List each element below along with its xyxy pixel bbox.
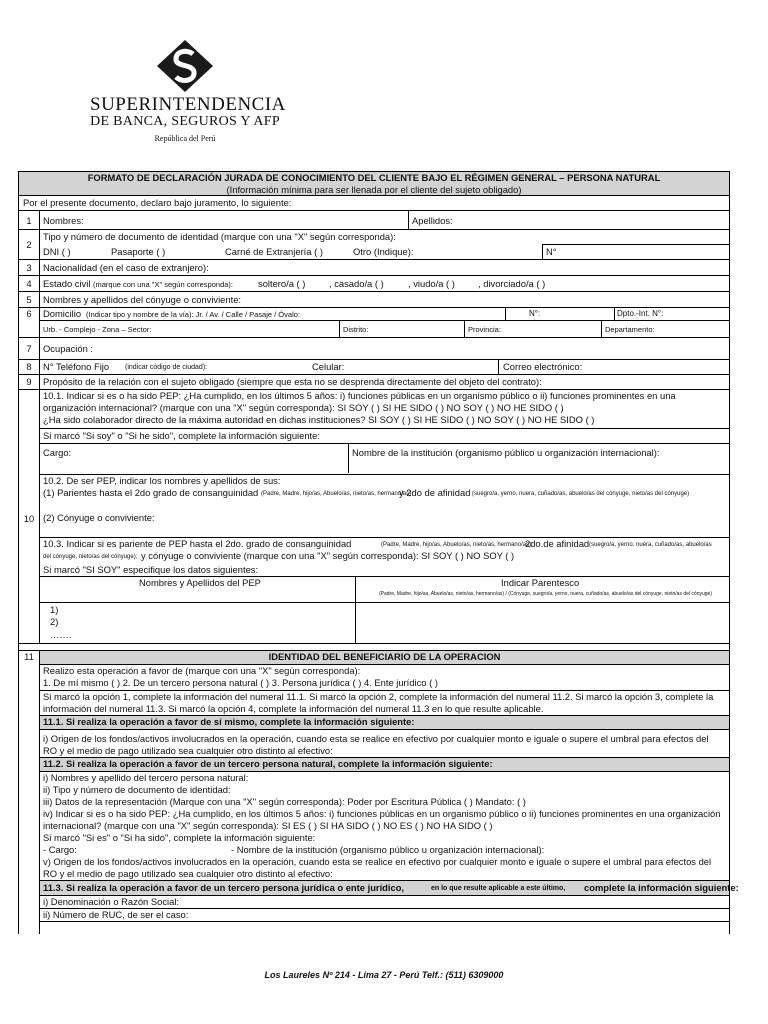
pep-10-3-question: 10.3. Indicar si es pariente de PEP hasta el 2do. grado de consanguinidad — [43, 538, 352, 549]
row-7 — [19, 338, 729, 360]
ocupacion-field[interactable]: Ocupación : — [43, 343, 94, 354]
row-10 — [19, 390, 729, 644]
sbs-logo — [90, 40, 286, 150]
row-number: 8 — [26, 361, 32, 372]
telefono-hint: (indicar código de ciudad): — [125, 364, 208, 371]
pep-complete-note: Si marcó "Si soy" o "Si he sido", complete la información siguiente: — [43, 430, 320, 441]
pep-cargo-field[interactable]: Cargo: — [43, 447, 72, 458]
dni-option[interactable]: DNI ( ) — [43, 246, 71, 257]
origen-fondos-11-1-cont: RO y el medio de pago utilizado sea cualquier otro distinto al efectivo: — [43, 745, 333, 756]
intro-row — [19, 196, 729, 211]
pep-10-3-consanguinidad-hint: (Padre, Madre, hijo/as, Abuelo/as, nieto/as, hermano/as); — [381, 542, 533, 548]
document-number-field[interactable]: N° — [546, 246, 557, 257]
razon-social-field[interactable]: i) Denominación o Razón Social: — [43, 896, 180, 907]
form-title-row — [19, 172, 729, 196]
domicilio-number-field[interactable]: N°: — [529, 309, 541, 318]
parientes-afinidad-label: y 2do de afinidad — [399, 487, 471, 498]
pep-10-1-options[interactable]: organización internacional? (marque con una "X" según corresponda): SI SOY ( ) SI HE SIDO ( ) NO SOY ( ) NO HE SIDO ( ) — [43, 402, 564, 413]
row-6 — [19, 308, 729, 338]
row-5 — [19, 292, 729, 308]
row-3 — [19, 260, 729, 276]
row-8 — [19, 360, 729, 375]
representacion-options[interactable]: iii) Datos de la representación (Marque con una "X" según corresponda): Poder por Escritura Pública ( ) Mandato: ( ) — [43, 796, 526, 807]
tercero-documento-field[interactable]: ii) Tipo y número de documento de identidad: — [43, 784, 231, 795]
beneficiario-title: IDENTIDAD DEL BENEFICIARIO DE LA OPERACION — [268, 651, 501, 662]
pep-colaborador-options[interactable]: ¿Ha sido colaborador directo de la máxima autoridad en dichas instituciones? SI SOY ( ) SI HE SIDO ( ) NO SOY ( ) NO HE SIDO ( ) — [43, 414, 595, 425]
section-11-3-subtitle: en lo que resulte aplicable a este último, — [431, 885, 566, 892]
org-subtitle: DE BANCA, SEGUROS Y AFP — [90, 114, 280, 129]
org-name: SUPERINTENDENCIA — [90, 94, 286, 115]
distrito-field[interactable]: Distrito: — [343, 325, 369, 334]
divorciado-option[interactable]: , divorciado/a ( ) — [478, 278, 546, 289]
pep-table-item-1[interactable]: 1) — [50, 604, 59, 615]
row-number: 1 — [26, 215, 32, 226]
tercero-pep-question: iv) Indicar si es o ha sido PEP: ¿Ha cumplido, en los últimos 5 años: i) funciones públicas en un organismo público o ii) funciones prominentes en una organización — [43, 808, 721, 819]
pep-institucion-field[interactable]: Nombre de la institución (organismo público u organización internacional): — [352, 447, 660, 458]
row-number: 3 — [26, 262, 32, 273]
beneficiario-instructions-1: Si marcó la opción 1, complete la información del numeral 11.1. Si marcó la opción 2, complete la información del numeral 11.2. Si marcó la opción 3, complete la — [43, 691, 714, 702]
urb-field[interactable]: Urb. - Complejo - Zona – Sector: — [43, 325, 152, 334]
origen-fondos-11-2-cont: RO y el medio de pago utilizado sea cualquier otro distinto al efectivo: — [43, 868, 333, 879]
conyuge-field[interactable]: Nombres y apellidos del cónyuge o conviviente: — [43, 294, 242, 305]
carne-option[interactable]: Carné de Extranjería ( ) — [225, 246, 323, 257]
sbs-emblem-icon — [157, 40, 213, 92]
org-country: República del Perú — [154, 134, 216, 143]
row-number: 10 — [23, 513, 35, 524]
spacer-row — [19, 644, 729, 651]
document-type-label: Tipo y número de documento de identidad (marque con una "X" según corresponda): — [43, 231, 396, 242]
intro-text: Por el presente documento, declaro bajo juramento, lo siguiente: — [23, 197, 292, 208]
form-subtitle: (Información mínima para ser llenada por el cliente del sujeto obligado) — [226, 183, 522, 195]
origen-fondos-11-1[interactable]: i) Origen de los fondos/activos involucrados en la operación, cuando esta se realice en efectivo por cualquier monto e iguale o supere el umbral para efectos del — [43, 733, 709, 744]
section-11-3-title-end: complete la información siguiente: — [584, 882, 739, 893]
tercero-institucion-field[interactable]: - Nombre de la institución (organismo público u organización internacional): — [231, 844, 545, 855]
section-11-1-header — [40, 715, 729, 730]
apellidos-field[interactable]: Apellidos: — [412, 215, 453, 226]
row-11 — [19, 651, 739, 934]
row-number: 7 — [26, 343, 32, 354]
pep-table-item-more: ……. — [50, 629, 72, 640]
provincia-field[interactable]: Provincia: — [468, 325, 501, 334]
beneficiario-options[interactable]: 1. De mí mismo ( ) 2. De un tercero persona natural ( ) 3. Persona jurídica ( ) 4. Ente jurídico ( ) — [43, 677, 438, 688]
row-number: 5 — [26, 294, 32, 305]
pep-10-3-note: Si marcó "SI SOY" especifique los datos siguientes: — [43, 564, 259, 575]
pep-table-col-parentesco: Indicar Parentesco — [501, 577, 580, 588]
parientes-afinidad-hint: (suegro/a, yerno, nuera, cuñado/as, abuelo/as del cónyuge, nieto/as del cónyuge) — [472, 491, 690, 497]
pep-10-3-conyuge-hint: del cónyuge, nieto/as del cónyuge); — [43, 554, 138, 560]
proposito-field[interactable]: Propósito de la relación con el sujeto obligado (siempre que esta no se desprenda directamente del objeto del contrato): — [43, 376, 542, 387]
pep-10-3-afinidad-label: 2do.de afinidad — [525, 538, 590, 549]
pasaporte-option[interactable]: Pasaporte ( ) — [111, 246, 166, 257]
casado-option[interactable]: , casado/a ( ) — [329, 278, 384, 289]
pep-table-item-2[interactable]: 2) — [50, 616, 59, 627]
nacionalidad-field[interactable]: Nacionalidad (en el caso de extranjero): — [43, 262, 209, 273]
section-11-2-title: 11.2. Si realiza la operación a favor de un tercero persona natural, complete la información siguiente: — [43, 758, 493, 769]
soltero-option[interactable]: soltero/a ( ) — [258, 278, 306, 289]
tercero-cargo-field[interactable]: - Cargo: — [43, 844, 77, 855]
domicilio-hint[interactable]: (Indicar tipo y nombre de la vía): Jr. / Av. / Calle / Pasaje / Óvalo: — [86, 310, 300, 319]
ruc-field[interactable]: ii) Número de RUC, de ser el caso: — [43, 909, 189, 920]
departamento-field[interactable]: Departamento: — [605, 325, 655, 334]
parientes-consanguinidad-hint: (Padre, Madre, hijo/as, Abuelo/as, nieto/as, hermano/as) — [261, 491, 412, 497]
section-11-1-title: 11.1. Si realiza la operación a favor de sí mismo, complete la información siguiente: — [43, 716, 415, 727]
pep-10-3-afinidad-hint: (suegro/a, yerno, nuera, cuñado/as, abuelo/as — [589, 542, 712, 548]
row-4 — [19, 276, 729, 292]
row-number: 9 — [26, 376, 32, 387]
tercero-nombres-field[interactable]: i) Nombres y apellido del tercero persona natural: — [43, 772, 249, 783]
declaration-form — [18, 171, 739, 934]
dpto-field[interactable]: Dpto.-Int. N°: — [617, 309, 664, 318]
conyuge-pep-field[interactable]: (2) Cónyuge o conviviente: — [43, 512, 155, 523]
celular-field[interactable]: Celular: — [312, 361, 345, 372]
telefono-label[interactable]: N° Teléfono Fijo — [43, 361, 110, 372]
row-number: 4 — [26, 278, 32, 289]
otro-option[interactable]: Otro (Indique): — [353, 246, 414, 257]
tercero-pep-options[interactable]: internacional? (marque con una "X" según corresponda): SI ES ( ) SI HA SIDO ( ) NO ES ( ) NO HA SIDO ( ) — [43, 820, 493, 831]
origen-fondos-11-2[interactable]: v) Origen de los fondos/activos involucrados en la operación, cuando esta se realice en efectivo por cualquier monto e iguale o supere el umbral para efectos del — [43, 856, 712, 867]
estado-civil-label: Estado civil — [43, 278, 91, 289]
nombres-field[interactable]: Nombres: — [43, 215, 84, 226]
row-1 — [19, 211, 729, 230]
viudo-option[interactable]: , viudo/a ( ) — [408, 278, 455, 289]
domicilio-label: Domicilio — [43, 308, 82, 319]
footer-address: Los Laureles Nº 214 - Lima 27 - Perú Telf.: (511) 6309000 — [264, 970, 504, 980]
pep-table-col-names: Nombres y Apellidos del PEP — [139, 577, 261, 588]
pep-table-col-parentesco-hint: (Padre, Madre, hijo/as, Abuelo/as, nieto/as, hermano/as) / (Cónyuge, suegro/a, yerno, nuera, cuñado/as, abuelo/as del cónyuge, nieto/as del cónyuge) — [379, 591, 712, 597]
tercero-pep-note: Si marcó "Si es" o "Si ha sido", complete la información siguiente: — [43, 832, 316, 843]
row-9 — [19, 375, 729, 390]
row-number: 6 — [26, 308, 32, 319]
beneficiario-question: Realizo esta operación a favor de (marque con una "X" según corresponda): — [43, 665, 361, 676]
section-11-2-header — [40, 757, 729, 772]
form-title: FORMATO DE DECLARACIÓN JURADA DE CONOCIMIENTO DEL CLIENTE BAJO EL RÉGIMEN GENERAL – PERSONA NATURAL — [87, 172, 661, 183]
pep-10-2-label: 10.2. De ser PEP, indicar los nombres y apellidos de sus: — [43, 475, 281, 486]
parientes-consanguinidad-label[interactable]: (1) Parientes hasta el 2do grado de consanguinidad — [43, 487, 259, 498]
correo-field[interactable]: Correo electrónico: — [503, 361, 583, 372]
row-number: 11 — [24, 651, 34, 662]
section-11-3-header — [40, 880, 739, 896]
beneficiario-instructions-2: información del numeral 11.3. Si marcó la opción 4, complete la información del numeral 11.3 en lo que resulte aplicable. — [43, 703, 544, 714]
beneficiario-header — [40, 651, 729, 665]
section-11-3-title: 11.3. Si realiza la operación a favor de un tercero persona jurídica o ente jurídico, — [43, 882, 405, 893]
pep-10-3-options[interactable]: y cónyuge o conviviente (marque con una "X" según corresponda): SI SOY ( ) NO SOY ( ) — [141, 550, 515, 561]
pep-10-1-question: 10.1. Indicar si es o ha sido PEP: ¿Ha cumplido, en los últimos 5 años: i) funciones públicas en un organismo público o ii) funciones prominentes en una — [43, 390, 676, 401]
estado-civil-hint: (marque con una "X" según corresponda): — [93, 280, 233, 289]
row-number: 2 — [26, 239, 32, 250]
row-2 — [19, 230, 729, 260]
